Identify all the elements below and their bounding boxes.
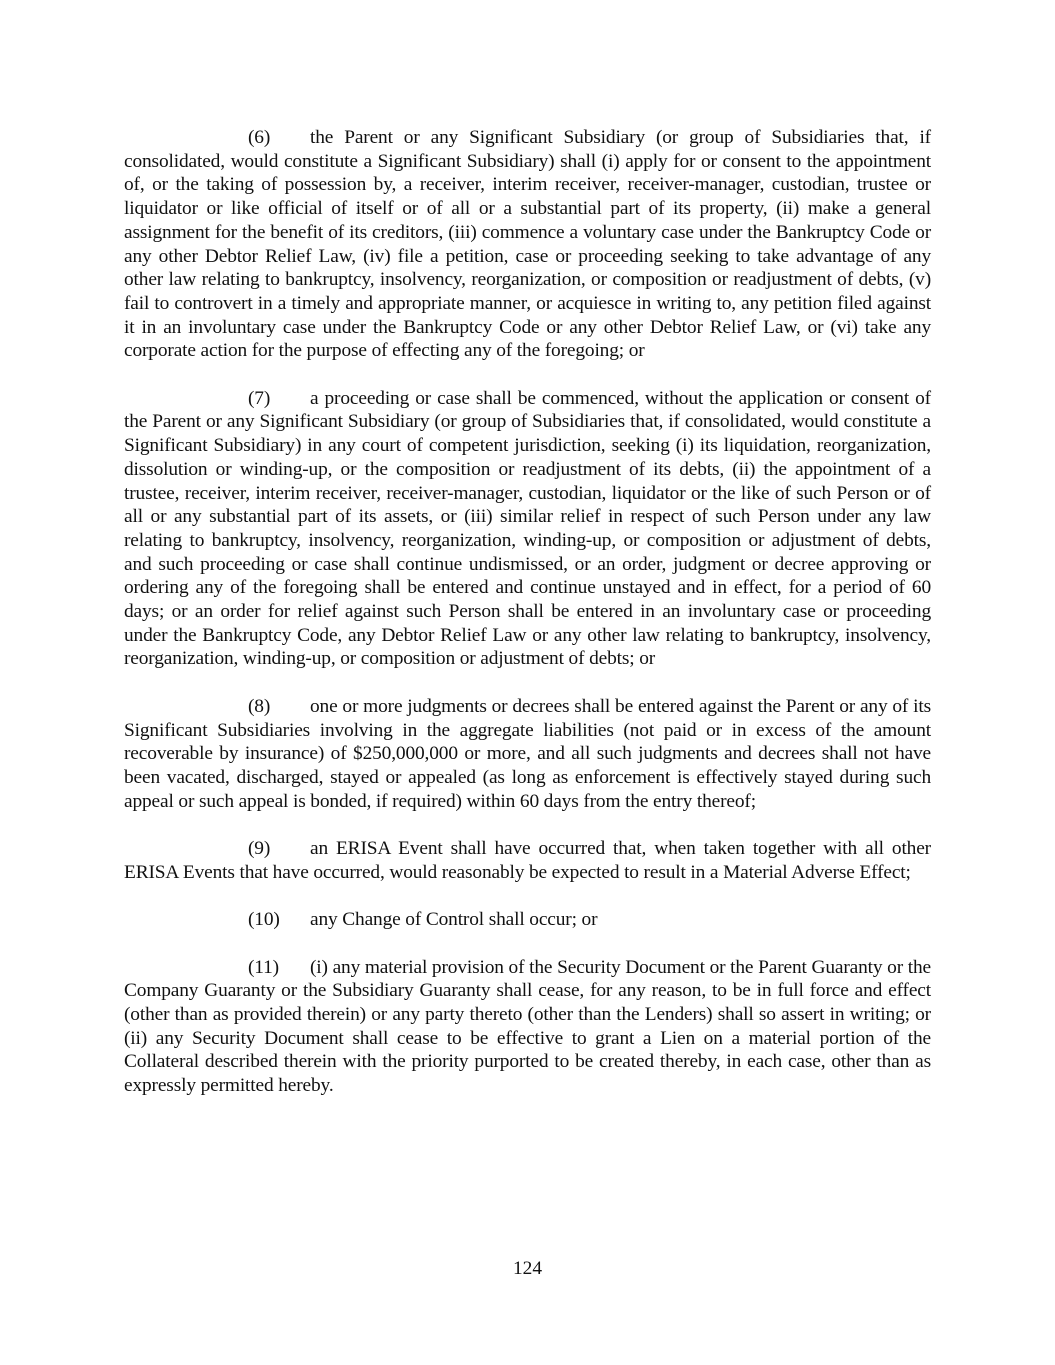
- clause-text: one or more judgments or decrees shall be entered against the Parent or any of its Significant Subsidiaries involving in the aggregate liabilities (not paid or in excess of the amount recoverable by insurance) of $250,000,000 or more, and all such judgments and decrees shall not have been vacated, discharged, stayed or appealed (as long as enforcement is effectively stayed during such appeal or such appeal is bonded, if required) within 60 days from the entry thereof;: [124, 695, 931, 812]
- clause-text: a proceeding or case shall be commenced, without the application or consent of the Parent or any Significant Subsidiary (or group of Subsidiaries that, if consolidated, would constitute a Significant Subsidiary) in any court of competent jurisdiction, seeking (i) its liquidation, reorganization, dissolution or winding-up, or the composition or readjustment of its debts, (ii) the appointment of a trustee, receiver, interim receiver, receiver-manager, custodian, liquidator or the like of such Person or of all or any substantial part of its assets, or (iii) similar relief in respect of such Person under any law relating to bankruptcy, insolvency, reorganization, winding-up, or composition or adjustment of debts, and such proceeding or case shall continue undismissed, or an order, judgment or decree approving or ordering any of the foregoing shall be entered and continue unstayed and in effect, for a period of 60 days; or an order for relief against such Person shall be entered in an involuntary case or proceeding under the Bankruptcy Code, any Debtor Relief Law or any other law relating to bankruptcy, insolvency, reorganization, winding-up, or composition or adjustment of debts; or: [124, 387, 931, 670]
- clause-8: [124, 695, 931, 814]
- clause-number: (8): [248, 695, 271, 717]
- clause-text: an ERISA Event shall have occurred that, when taken together with all other ERISA Events that have occurred, would reasonably be expected to result in a Material Adverse Effect;: [124, 838, 931, 883]
- clause-number: (9): [248, 838, 271, 860]
- clause-number: (10): [248, 909, 280, 931]
- clause-11: [124, 956, 931, 1098]
- clause-number: (7): [248, 387, 271, 409]
- clause-7: [124, 387, 931, 671]
- page-number: 124: [512, 1258, 543, 1279]
- clause-number: (11): [248, 956, 279, 978]
- clause-9: [124, 837, 931, 884]
- clause-6: [124, 126, 931, 363]
- document-page: [124, 126, 931, 1121]
- clause-text: (i) any material provision of the Security Document or the Parent Guaranty or the Company Guaranty or the Subsidiary Guaranty shall cease, for any reason, to be in full force and effect (other than as provided therein) or any party thereto (other than the Lenders) shall so assert in writing; or (ii) any Security Document shall cease to be effective to grant a Lien on a material portion of the Collateral described therein with the priority purported to be created thereby, in each case, other than as expressly permitted hereby.: [124, 956, 931, 1097]
- clause-text: any Change of Control shall occur; or: [310, 909, 598, 931]
- clause-10: [124, 908, 931, 932]
- clause-number: (6): [248, 127, 271, 148]
- clause-text: the Parent or any Significant Subsidiary (or group of Subsidiaries that, if consolidated, would constitute a Significant Subsidiary) shall (i) apply for or consent to the appointment of, or the taking of possession by, a receiver, interim receiver, receiver-manager, custodian, trustee or liquidator or like official of itself or of all or a substantial part of its property, (ii) make a general assignment for the benefit of its creditors, (iii) commence a voluntary case under the Bankruptcy Code or any other Debtor Relief Law, (iv) file a petition, case or proceeding seeking to take advantage of any other law relating to bankruptcy, insolvency, reorganization, or composition or readjustment of debts, (v) fail to controvert in a timely and appropriate manner, or acquiesce in writing to, any petition filed against it in an involuntary case under the Bankruptcy Code or any other Debtor Relief Law, or (vi) take any corporate action for the purpose of effecting any of the foregoing; or: [124, 127, 931, 362]
